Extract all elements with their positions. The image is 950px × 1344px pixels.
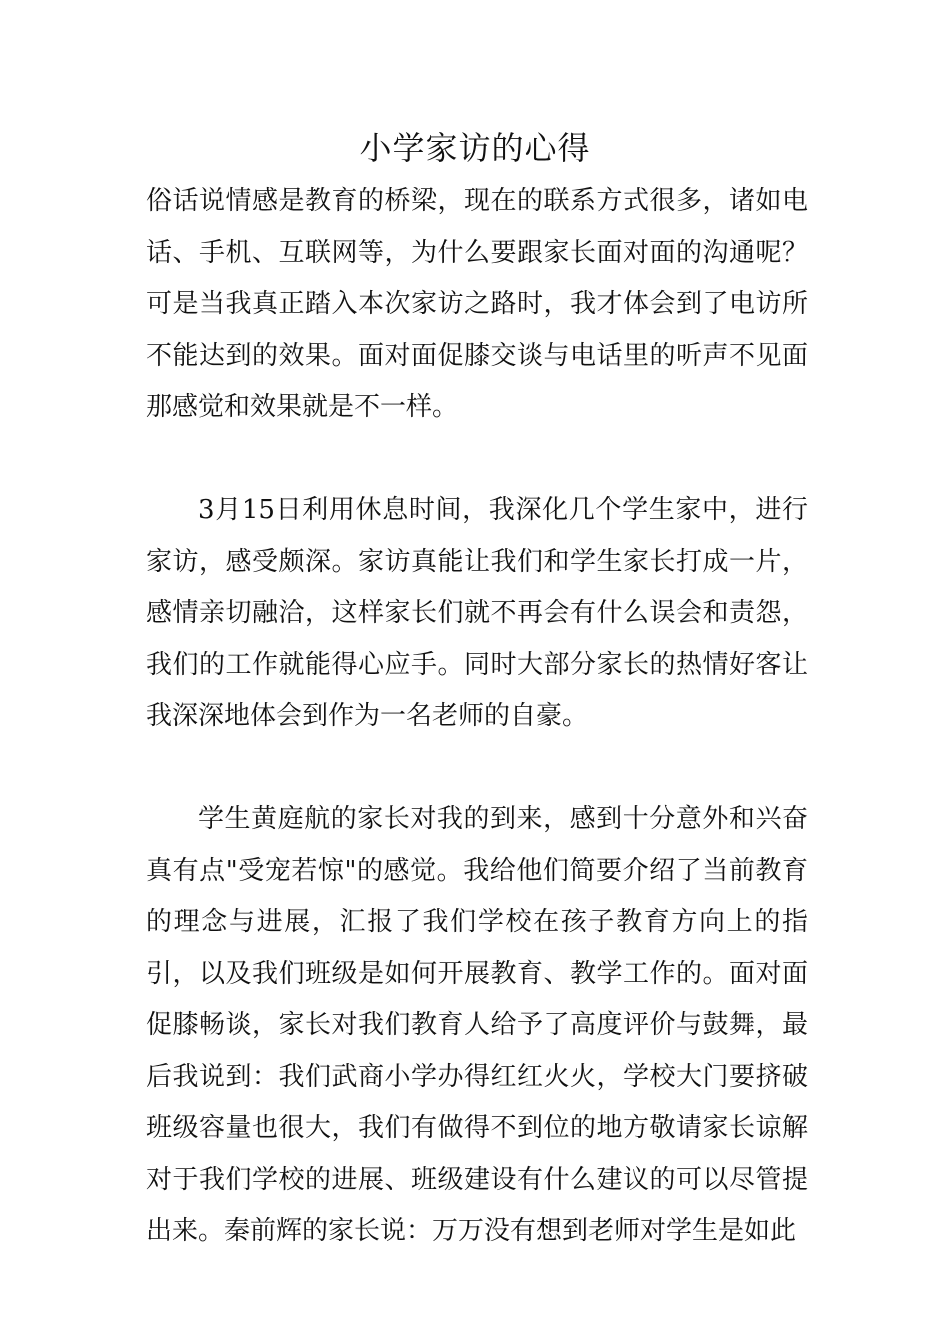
paragraph-1: 俗话说情感是教育的桥梁，现在的联系方式很多，诸如电话、手机、互联网等，为什么要跟家长面对面的沟通呢？可是当我真正踏入本次家访之路时，我才体会到了电访所不能达到的效果。面对面促膝交谈与电话里的听声不见面那感觉和效果就是不一样。 [146,186,808,422]
document-title: 小学家访的心得 [359,129,591,167]
paragraph-3: 学生黄庭航的家长对我的到来，感到十分意外和兴奋真有点"受宠若惊"的感觉。我给他们简要介绍了当前教育的理念与进展，汇报了我们学校在孩子教育方向上的指引，以及我们班级是如何开展教育、教学工作的。面对面促膝畅谈，家长对我们教育人给予了高度评价与鼓舞，最后我说到：我们武商小学办得红红火火，学校大门要挤破班级容量也很大，我们有做得不到位的地方敬请家长谅解对于我们学校的进展、班级建设有什么建议的可以尽管提出来。秦前辉的家长说：万万没有想到老师对学生是如此 [146,804,808,1246]
document-body [146,176,808,1258]
paragraph-2: 3月15日利用休息时间，我深化几个学生家中，进行家访，感受颇深。家访真能让我们和学生家长打成一片，感情亲切融洽，这样家长们就不再会有什么误会和责怨，我们的工作就能得心应手。同时大部分家长的热情好客让我深深地体会到作为一名老师的自豪。 [146,495,808,731]
